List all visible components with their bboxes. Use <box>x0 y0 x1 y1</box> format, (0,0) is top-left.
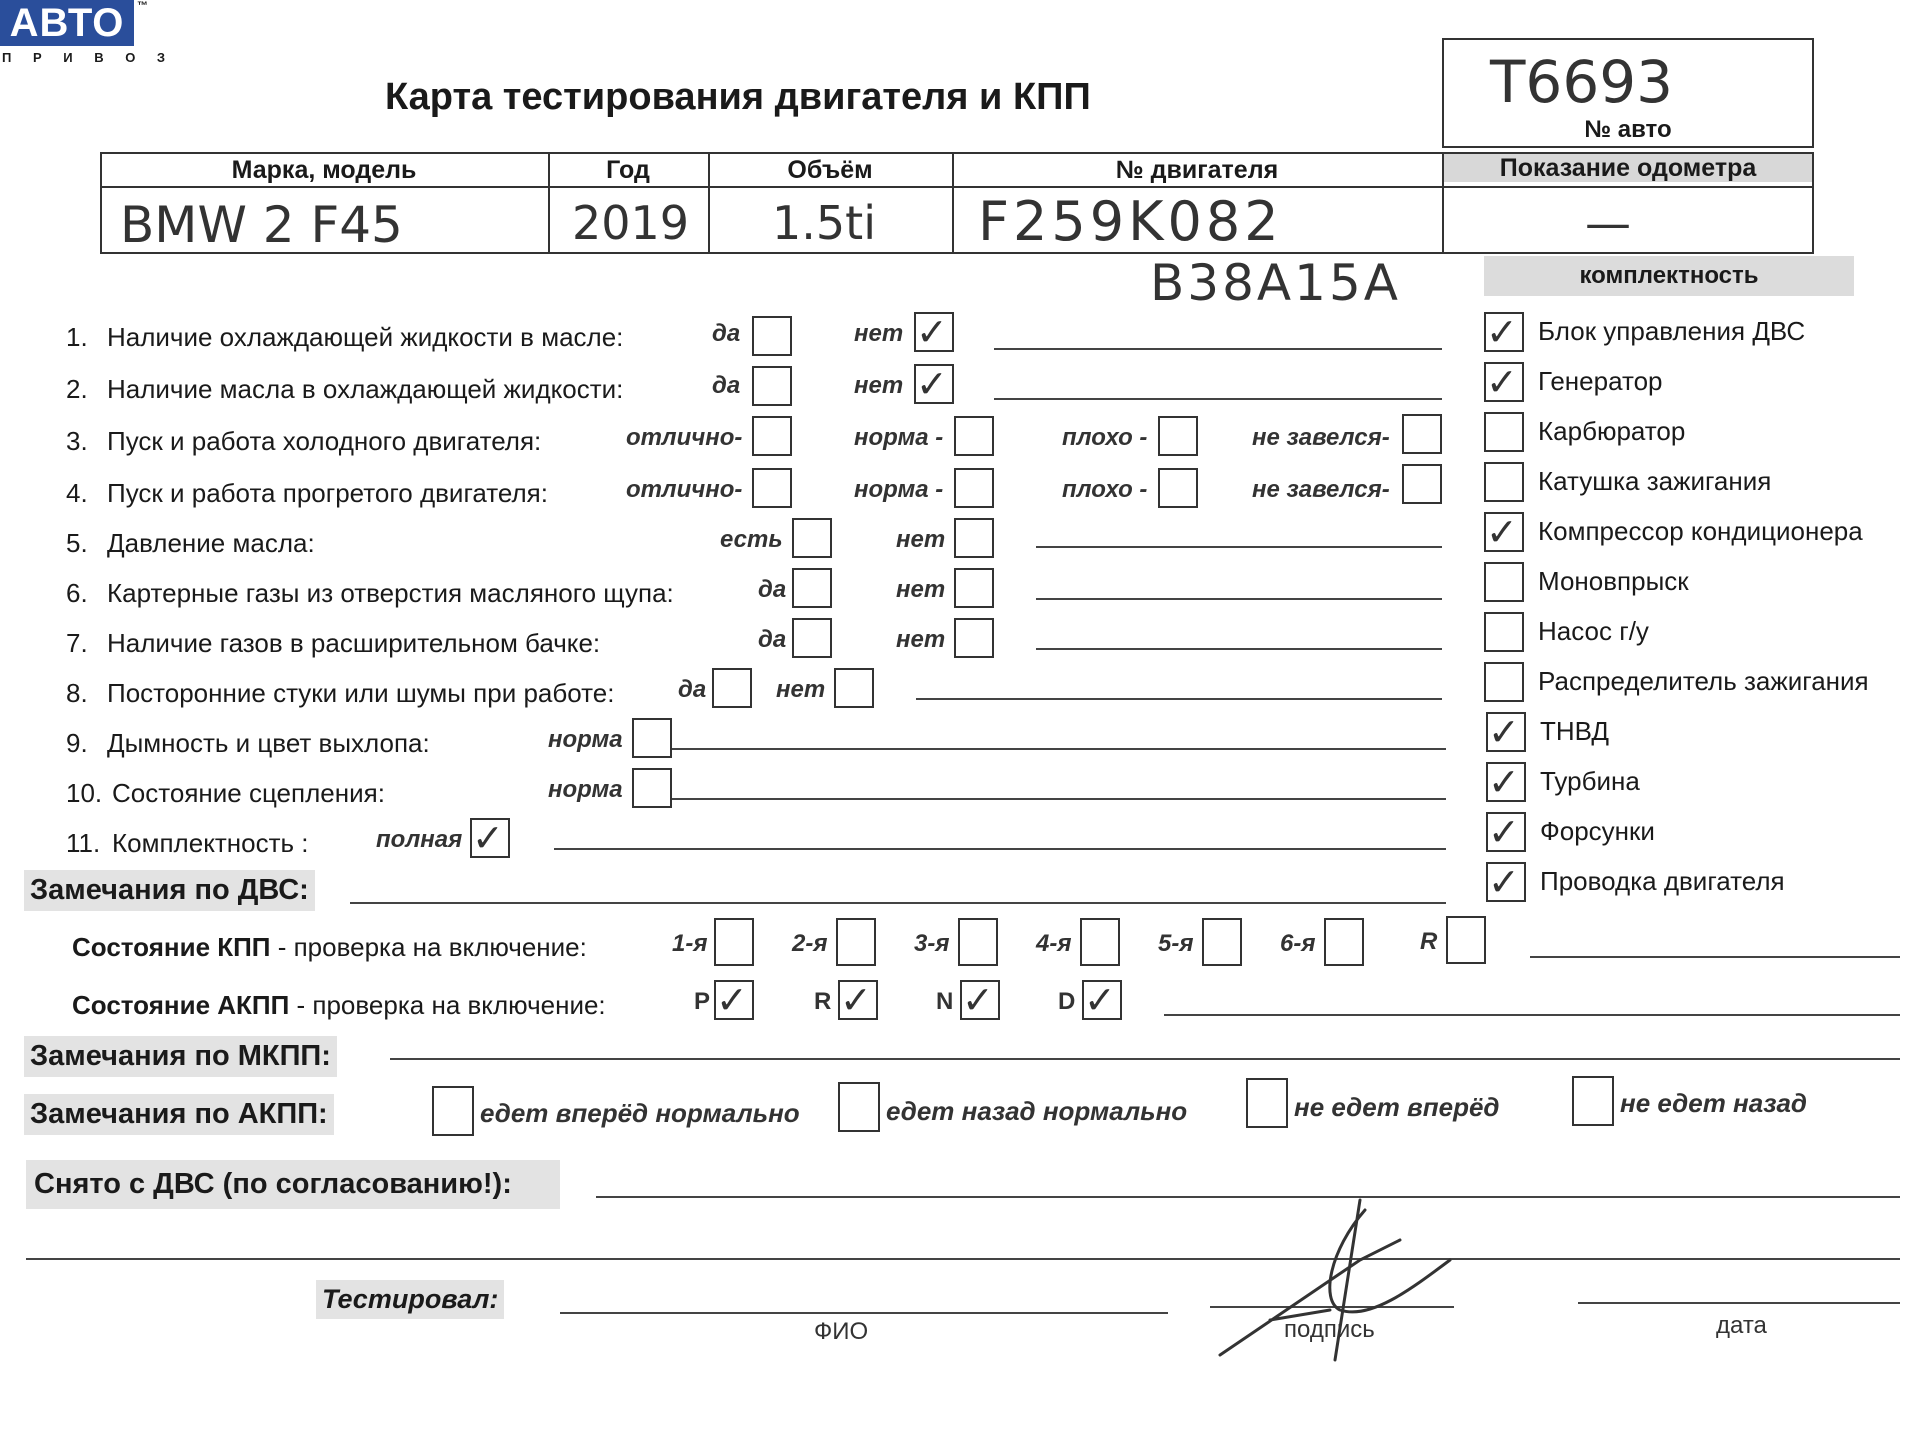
checkbox-clutch-normal[interactable] <box>632 768 672 808</box>
checkbox-generator[interactable] <box>1484 362 1524 402</box>
checkbox-akpp-p[interactable] <box>714 980 754 1020</box>
check-label-coolant-in-oil: Наличие охлаждающей жидкости в масле: <box>107 322 624 352</box>
check-mark-icon: ✓ <box>916 310 948 354</box>
check-mark-icon: ✓ <box>472 816 504 860</box>
completeness-item-distributor: Распределитель зажигания <box>1538 666 1869 696</box>
column-header-engine-no: № двигателя <box>1115 156 1279 184</box>
checkbox-crankcase-gases-yes[interactable] <box>792 568 832 608</box>
checkbox-gear-reverse[interactable] <box>1446 916 1486 964</box>
option-label: нет <box>896 626 946 653</box>
check-mark-icon: ✓ <box>1488 710 1520 754</box>
checkbox-mono-injection[interactable] <box>1484 562 1524 602</box>
option-label: да <box>758 626 787 653</box>
option-label: да <box>758 576 787 603</box>
checkbox-fuel-pump[interactable] <box>1486 712 1526 752</box>
option-label: плохо - <box>1062 424 1148 451</box>
checkbox-warm-start-failed[interactable] <box>1402 464 1442 504</box>
option-label: норма <box>548 726 623 753</box>
checkbox-ecu[interactable] <box>1484 312 1524 352</box>
notes-line <box>1036 648 1442 650</box>
completeness-item-ignition-coil: Катушка зажигания <box>1538 466 1772 496</box>
check-label-oil-in-coolant: Наличие масла в охлаждающей жидкости: <box>107 374 624 404</box>
option-label: нет <box>776 676 826 703</box>
completeness-item-engine-wiring: Проводка двигателя <box>1540 866 1785 896</box>
brand-logo: АВТО <box>0 0 134 46</box>
checkbox-cold-start-failed[interactable] <box>1402 414 1442 454</box>
engine-number-value: F259K082 <box>978 190 1283 253</box>
option-label: да <box>678 676 707 703</box>
checkbox-distributor[interactable] <box>1484 662 1524 702</box>
checkbox-gear-1[interactable] <box>714 918 754 966</box>
checkbox-warm-start-excellent[interactable] <box>752 468 792 508</box>
gear-label: 3-я <box>914 930 950 957</box>
checkbox-gear-4[interactable] <box>1080 918 1120 966</box>
signature-scribble <box>1210 1180 1470 1370</box>
check-label-cold-start: Пуск и работа холодного двигателя: <box>107 426 542 456</box>
checkbox-gear-5[interactable] <box>1202 918 1242 966</box>
row-number: 11. <box>66 828 101 858</box>
notes-line <box>1036 546 1442 548</box>
checkbox-gear-6[interactable] <box>1324 918 1364 966</box>
gear-label: R <box>1420 928 1438 955</box>
checkbox-no-forward[interactable] <box>1246 1078 1288 1128</box>
notes-line <box>1164 1014 1900 1016</box>
gear-label: 1-я <box>672 930 708 957</box>
completeness-item-fuel-pump: ТНВД <box>1540 716 1610 746</box>
page-title: Карта тестирования двигателя и КПП <box>385 76 1091 118</box>
column-header-volume: Объём <box>787 156 873 184</box>
checkbox-oil-pressure-yes[interactable] <box>792 518 832 558</box>
option-label: нет <box>854 372 904 399</box>
checkbox-ignition-coil[interactable] <box>1484 462 1524 502</box>
section-remarks-manual-gearbox: Замечания по МКПП: <box>24 1036 337 1077</box>
row-number: 6. <box>66 578 88 608</box>
check-label-noises: Посторонние стуки или шумы при работе: <box>107 678 615 708</box>
checkbox-cold-start-excellent[interactable] <box>752 416 792 456</box>
check-mark-icon: ✓ <box>1084 978 1116 1022</box>
checkbox-no-reverse[interactable] <box>1572 1076 1614 1126</box>
gear-label: 4-я <box>1036 930 1072 957</box>
completeness-item-ac-compressor: Компрессор кондиционера <box>1538 516 1863 546</box>
option-label: не едет вперёд <box>1294 1092 1500 1122</box>
gear-label: 6-я <box>1280 930 1316 957</box>
manual-gearbox-label-bold: Состояние КПП <box>72 932 271 962</box>
check-label-oil-pressure: Давление масла: <box>107 528 315 558</box>
option-label: полная <box>376 826 463 853</box>
auto-number-value: T6693 <box>1490 48 1674 116</box>
section-removed-from-engine: Снято с ДВС (по согласованию!): <box>26 1160 560 1209</box>
row-number: 2. <box>66 374 88 404</box>
checkbox-completeness-full[interactable] <box>470 818 510 858</box>
completeness-item-turbine: Турбина <box>1540 766 1640 796</box>
gear-label: P <box>694 988 711 1015</box>
notes-line <box>672 748 1446 750</box>
checkbox-oil-in-coolant-no[interactable] <box>914 364 954 404</box>
notes-line <box>994 398 1442 400</box>
completeness-item-mono-injection: Моновпрыск <box>1538 566 1689 596</box>
completeness-item-injectors: Форсунки <box>1540 816 1655 846</box>
date-caption: дата <box>1716 1312 1767 1339</box>
notes-line <box>672 798 1446 800</box>
year-value: 2019 <box>572 196 690 250</box>
gear-label: N <box>936 988 954 1015</box>
gear-label: 5-я <box>1158 930 1194 957</box>
auto-number-label: № авто <box>1584 116 1672 143</box>
row-number: 8. <box>66 678 88 708</box>
checkbox-gear-2[interactable] <box>836 918 876 966</box>
option-label: едет вперёд нормально <box>480 1098 800 1128</box>
section-remarks-engine: Замечания по ДВС: <box>24 870 315 911</box>
completeness-header: комплектность <box>1484 256 1854 296</box>
option-label: норма - <box>854 476 944 503</box>
option-label: норма - <box>854 424 944 451</box>
checkbox-cold-start-normal[interactable] <box>954 416 994 456</box>
option-label: нет <box>896 526 946 553</box>
signature-caption: подпись <box>1284 1316 1375 1343</box>
fio-caption: ФИО <box>814 1318 869 1345</box>
checkbox-akpp-r[interactable] <box>838 980 878 1020</box>
option-label: едет назад нормально <box>886 1096 1188 1126</box>
notes-line <box>350 902 1446 904</box>
option-label: да <box>712 320 741 347</box>
option-label: норма <box>548 776 623 803</box>
check-label-crankcase-gases: Картерные газы из отверстия масляного щупа: <box>107 578 674 608</box>
check-label-warm-start: Пуск и работа прогретого двигателя: <box>107 478 548 508</box>
notes-line <box>994 348 1442 350</box>
notes-line <box>390 1058 1900 1060</box>
check-label-expansion-tank-gases: Наличие газов в расширительном бачке: <box>107 628 601 658</box>
check-mark-icon: ✓ <box>840 978 872 1022</box>
check-mark-icon: ✓ <box>962 978 994 1022</box>
checkbox-turbine[interactable] <box>1486 762 1526 802</box>
completeness-item-generator: Генератор <box>1538 366 1663 396</box>
checkbox-expansion-tank-no[interactable] <box>954 618 994 658</box>
checkbox-exhaust-normal[interactable] <box>632 718 672 758</box>
checkbox-akpp-d[interactable] <box>1082 980 1122 1020</box>
date-line <box>1578 1302 1900 1304</box>
odometer-value: — <box>1585 196 1631 250</box>
notes-line <box>916 698 1442 700</box>
automatic-gearbox-label-bold: Состояние АКПП <box>72 990 290 1020</box>
brand-tm: ™ <box>137 0 148 12</box>
option-label: нет <box>896 576 946 603</box>
completeness-item-ecu: Блок управления ДВС <box>1538 316 1806 346</box>
volume-value: 1.5ti <box>772 196 876 250</box>
check-label-completeness: Комплектность : <box>112 828 309 858</box>
option-label: не завелся- <box>1252 424 1390 451</box>
brand-subtitle: П Р И В О З <box>2 50 175 65</box>
checkbox-forward-normal[interactable] <box>432 1086 474 1136</box>
gear-label: D <box>1058 988 1076 1015</box>
check-label-clutch: Состояние сцепления: <box>112 778 385 808</box>
option-label: плохо - <box>1062 476 1148 503</box>
checkbox-expansion-tank-yes[interactable] <box>792 618 832 658</box>
checkbox-warm-start-normal[interactable] <box>954 468 994 508</box>
check-mark-icon: ✓ <box>1486 310 1518 354</box>
checkbox-akpp-n[interactable] <box>960 980 1000 1020</box>
checkbox-noises-yes[interactable] <box>712 668 752 708</box>
option-label: есть <box>720 526 783 553</box>
row-number: 10. <box>66 778 103 808</box>
engine-code-value: B38A15A <box>1150 254 1401 312</box>
check-mark-icon: ✓ <box>1488 810 1520 854</box>
checkbox-coolant-in-oil-no[interactable] <box>914 312 954 352</box>
row-number: 4. <box>66 478 88 508</box>
notes-line <box>1530 956 1900 958</box>
check-mark-icon: ✓ <box>916 362 948 406</box>
checkbox-carburetor[interactable] <box>1484 412 1524 452</box>
checkbox-injectors[interactable] <box>1486 812 1526 852</box>
checkbox-gear-3[interactable] <box>958 918 998 966</box>
column-header-model: Марка, модель <box>231 156 417 184</box>
tested-by-label: Тестировал: <box>316 1280 504 1319</box>
check-mark-icon: ✓ <box>1488 860 1520 904</box>
checkbox-oil-pressure-no[interactable] <box>954 518 994 558</box>
checkbox-engine-wiring[interactable] <box>1486 862 1526 902</box>
section-remarks-automatic-gearbox: Замечания по АКПП: <box>24 1094 334 1135</box>
row-number: 1. <box>66 322 88 352</box>
notes-line <box>554 848 1446 850</box>
row-number: 5. <box>66 528 88 558</box>
row-number: 9. <box>66 728 88 758</box>
completeness-item-carburetor: Карбюратор <box>1538 416 1686 446</box>
check-mark-icon: ✓ <box>716 978 748 1022</box>
checkbox-warm-start-bad[interactable] <box>1158 468 1198 508</box>
automatic-gearbox-label-rest: - проверка на включение: <box>289 990 606 1020</box>
row-number: 3. <box>66 426 88 456</box>
check-label-exhaust: Дымность и цвет выхлопа: <box>107 728 430 758</box>
row-number: 7. <box>66 628 88 658</box>
notes-line <box>26 1258 1900 1260</box>
manual-gearbox-label <box>72 932 587 963</box>
option-label: нет <box>854 320 904 347</box>
check-mark-icon: ✓ <box>1488 760 1520 804</box>
checkbox-power-steering-pump[interactable] <box>1484 612 1524 652</box>
option-label: да <box>712 372 741 399</box>
checkbox-ac-compressor[interactable] <box>1484 512 1524 552</box>
checkbox-noises-no[interactable] <box>834 668 874 708</box>
checkbox-crankcase-gases-no[interactable] <box>954 568 994 608</box>
option-label: не едет назад <box>1620 1088 1808 1118</box>
automatic-gearbox-label <box>72 990 606 1021</box>
checkbox-oil-in-coolant-yes[interactable] <box>752 366 792 406</box>
option-label: отлично- <box>626 424 743 451</box>
check-mark-icon: ✓ <box>1486 360 1518 404</box>
checkbox-coolant-in-oil-yes[interactable] <box>752 316 792 356</box>
check-mark-icon: ✓ <box>1486 510 1518 554</box>
option-label: отлично- <box>626 476 743 503</box>
notes-line <box>1036 598 1442 600</box>
column-header-year: Год <box>606 156 650 184</box>
fio-line <box>560 1312 1168 1314</box>
gear-label: R <box>814 988 832 1015</box>
completeness-item-power-steering-pump: Насос г/у <box>1538 616 1649 646</box>
model-value: BMW 2 F45 <box>120 196 403 254</box>
gear-label: 2-я <box>792 930 828 957</box>
checkbox-reverse-normal[interactable] <box>838 1082 880 1132</box>
manual-gearbox-label-rest: - проверка на включение: <box>270 932 587 962</box>
column-header-odometer: Показание одометра <box>1499 154 1757 182</box>
checkbox-cold-start-bad[interactable] <box>1158 416 1198 456</box>
option-label: не завелся- <box>1252 476 1390 503</box>
